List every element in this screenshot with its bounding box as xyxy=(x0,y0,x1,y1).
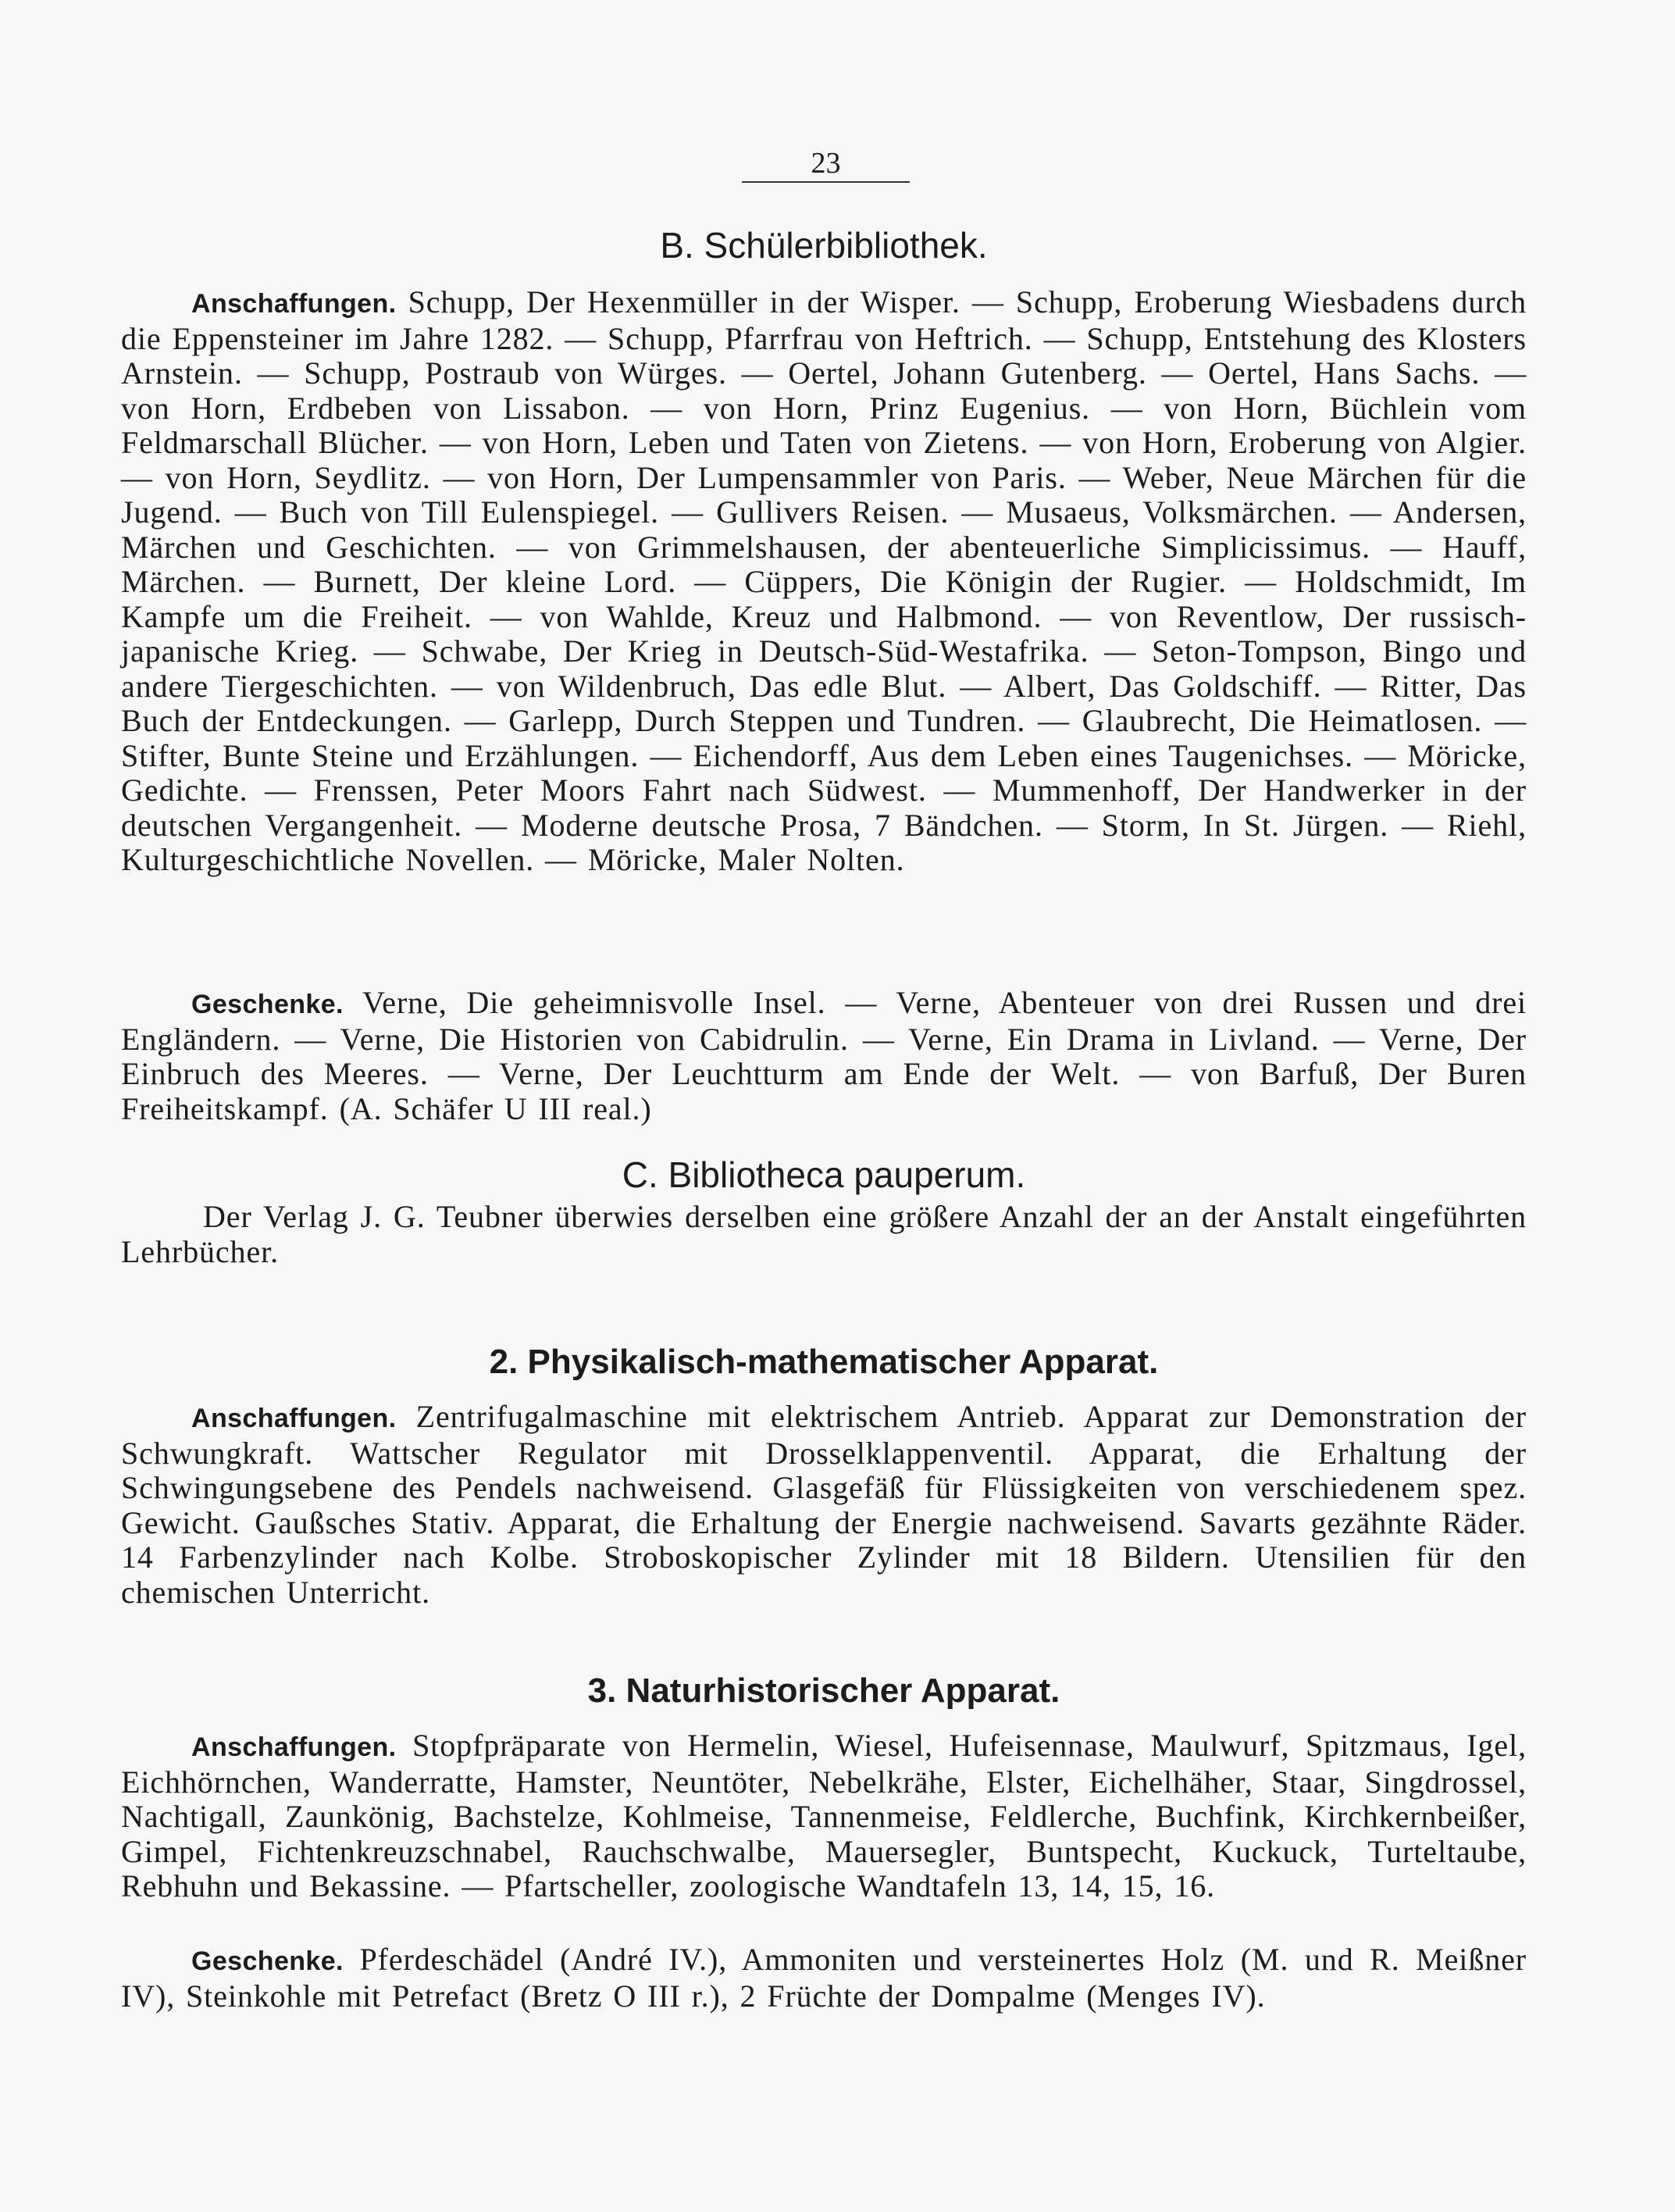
label-anschaffungen: Anschaffungen. xyxy=(191,1404,397,1433)
label-anschaffungen: Anschaffungen. xyxy=(191,1732,397,1762)
page-number-rule xyxy=(742,181,910,183)
text-physikalisch-anschaffungen: Zentrifugalmaschine mit elektrischem Antrieb. Apparat zur Demonstration der Schwungkraft. Wattscher Regulator mit Drosselklappenventil. Apparat, die Erhaltung der Schwingungsebene des Pendels nachweisend. Glasgefäß für Flüssigkeiten von verschiedenem spez. Gewicht. Gaußsches Stativ. Apparat, die Erhaltung der Energie nachweisend. Savarts gezähnte Räder. 14 Farbenzylinder nach Kolbe. Stroboskopischer Zylinder mit 18 Bildern. Utensilien für den chemischen Unterricht. xyxy=(121,1399,1527,1610)
paragraph-physikalisch-anschaffungen xyxy=(121,1400,1527,1610)
section-title-naturhistorisch: 3. Naturhistorischer Apparat. xyxy=(587,1671,1060,1710)
text-naturhistorisch-geschenke: Pferdeschädel (André IV.), Ammoniten und versteinertes Holz (M. und R. Meißner IV), Steinkohle mit Petrefact (Bretz O III r.), 2 Früchte der Dompalme (Menges IV). xyxy=(121,1942,1527,2014)
section-title-schuelerbibliothek: B. Schülerbibliothek. xyxy=(660,225,988,266)
paragraph-bibliotheca-pauperum xyxy=(121,1200,1527,1269)
text-bibliotheca-pauperum: Der Verlag J. G. Teubner überwies derselben eine größere Anzahl der an der Anstalt eingeführten Lehrbücher. xyxy=(121,1199,1527,1269)
paragraph-naturhistorisch-anschaffungen xyxy=(121,1729,1527,1904)
section-title-physikalisch: 2. Physikalisch-mathematischer Apparat. xyxy=(489,1343,1159,1381)
section-title-bibliotheca-pauperum: C. Bibliotheca pauperum. xyxy=(622,1154,1026,1195)
text-schueler-anschaffungen: Schupp, Der Hexenmüller in der Wisper. — Schupp, Eroberung Wiesbadens durch die Eppensteiner im Jahre 1282. — Schupp, Pfarrfrau von Heftrich. — Schupp, Entstehung des Klosters Arnstein. — Schupp, Postraub von Würges. — Oertel, Johann Gutenberg. — Oertel, Hans Sachs. — von Horn, Erdbeben von Lissabon. — von Horn, Prinz Eugenius. — von Horn, Büchlein vom Feldmarschall Blücher. — von Horn, Leben und Taten von Zietens. — von Horn, Eroberung von Algier. — von Horn, Seydlitz. — von Horn, Der Lumpensammler von Paris. — Weber, Neue Märchen für die Jugend. — Buch von Till Eulenspiegel. — Gullivers Reisen. — Musaeus, Volksmärchen. — Andersen, Märchen und Geschichten. — von Grimmelshausen, der abenteuerliche Simplicissimus. — Hauff, Märchen. — Burnett, Der kleine Lord. — Cüppers, Die Königin der Rugier. — Holdschmidt, Im Kampfe um die Freiheit. — von Wahlde, Kreuz und Halbmond. — von Reventlow, Der russisch-japanische Krieg. — Schwabe, Der Krieg in Deutsch-Süd-Westafrika. — Seton-Tompson, Bingo und andere Tiergeschichten. — von Wildenbruch, Das edle Blut. — Albert, Das Goldschiff. — Ritter, Das Buch der Entdeckungen. — Garlepp, Durch Steppen und Tundren. — Glaubrecht, Die Heimatlosen. — Stifter, Bunte Steine und Erzählungen. — Eichendorff, Aus dem Leben eines Taugenichses. — Möricke, Gedichte. — Frenssen, Peter Moors Fahrt nach Südwest. — Mummenhoff, Der Handwerker in der deutschen Vergangenheit. — Moderne deutsche Prosa, 7 Bändchen. — Storm, In St. Jürgen. — Riehl, Kulturgeschichtliche Novellen. — Möricke, Maler Nolten. xyxy=(121,284,1527,877)
text-schueler-geschenke: Verne, Die geheimnisvolle Insel. — Verne, Abenteuer von drei Russen und drei Engländern. — Verne, Die Historien von Cabidrulin. — Verne, Ein Drama in Livland. — Verne, Der Einbruch des Meeres. — Verne, Der Leuchtturm am Ende der Welt. — von Barfuß, Der Buren Freiheitskampf. (A. Schäfer U III real.) xyxy=(121,985,1527,1126)
text-naturhistorisch-anschaffungen: Stopfpräparate von Hermelin, Wiesel, Hufeisennase, Maulwurf, Spitzmaus, Igel, Eichhörnchen, Wanderratte, Hamster, Neuntöter, Nebelkrähe, Elster, Eichelhäher, Staar, Singdrossel, Nachtigall, Zaunkönig, Bachstelze, Kohlmeise, Tannenmeise, Feldlerche, Buchfink, Kirchkernbeißer, Gimpel, Fichtenkreuzschnabel, Rauchschwalbe, Mauersegler, Buntspecht, Kuckuck, Turteltaube, Rebhuhn und Bekassine. — Pfartscheller, zoologische Wandtafeln 13, 14, 15, 16. xyxy=(121,1728,1527,1903)
label-geschenke: Geschenke. xyxy=(191,1946,344,1976)
paragraph-naturhistorisch-geschenke xyxy=(121,1943,1527,2014)
label-anschaffungen: Anschaffungen. xyxy=(191,289,397,319)
paragraph-schueler-anschaffungen xyxy=(121,285,1527,878)
page-number: 23 xyxy=(811,147,841,180)
paragraph-schueler-geschenke xyxy=(121,986,1527,1126)
label-geschenke: Geschenke. xyxy=(191,990,344,1019)
